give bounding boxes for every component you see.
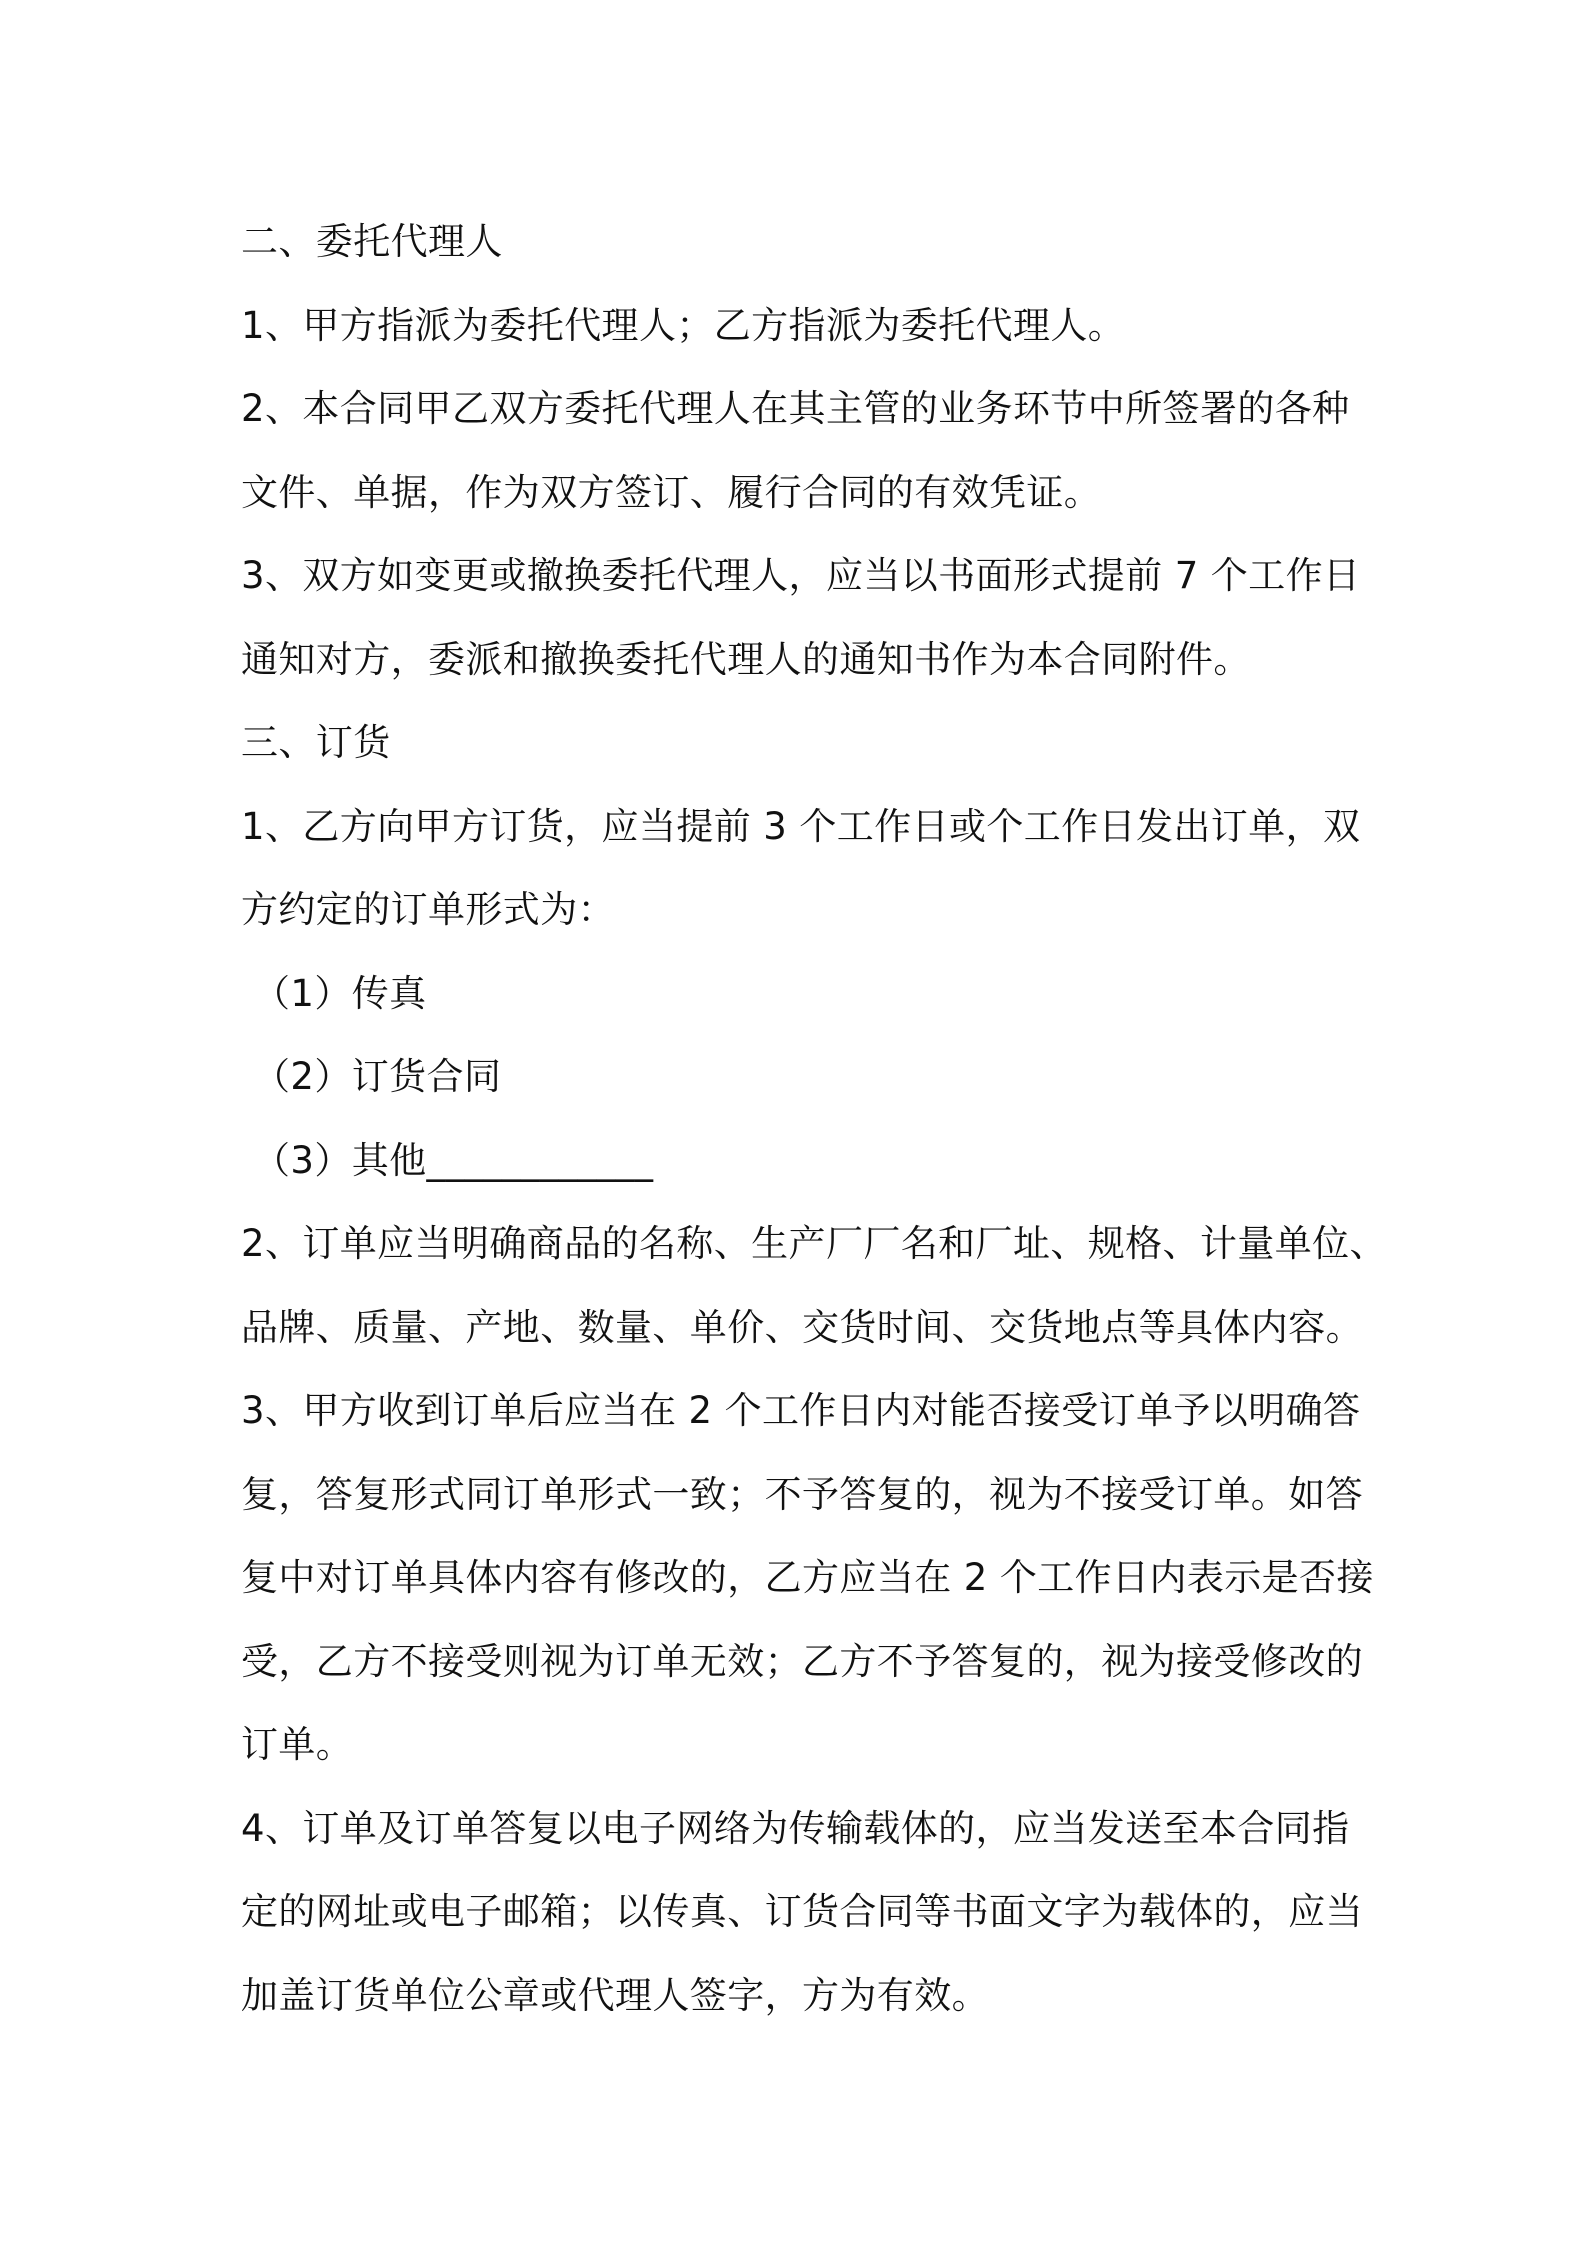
clause-line: 订单。 (241, 1723, 354, 1766)
clause-line: 3、甲方收到订单后应当在 2 个工作日内对能否接受订单予以明确答 (241, 1389, 1361, 1432)
clause-line: 通知对方，委派和撤换委托代理人的通知书作为本合同附件。 (241, 637, 1251, 681)
clause-line: 1、甲方指派为委托代理人；乙方指派为委托代理人。 (241, 303, 1126, 347)
list-item: （1）传真 (253, 971, 427, 1015)
clause-line: 4、订单及订单答复以电子网络为传输载体的，应当发送至本合同指 (241, 1806, 1350, 1850)
clause-line: 加盖订货单位公章或代理人签字，方为有效。 (241, 1973, 989, 2017)
clause-line: 1、乙方向甲方订货，应当提前 3 个工作日或个工作日发出订单，双 (241, 804, 1361, 848)
clause-line: 复，答复形式同订单形式一致；不予答复的，视为不接受订单。如答 (241, 1472, 1363, 1516)
clause-line: 品牌、质量、产地、数量、单价、交货时间、交货地点等具体内容。 (241, 1305, 1363, 1349)
clause-line: 受，乙方不接受则视为订单无效；乙方不予答复的，视为接受修改的 (241, 1639, 1363, 1683)
clause-line: 3、双方如变更或撤换委托代理人，应当以书面形式提前 7 个工作日 (241, 554, 1361, 597)
clause-line: 文件、单据，作为双方签订、履行合同的有效凭证。 (241, 470, 1102, 514)
clause-line: 定的网址或电子邮箱；以传真、订货合同等书面文字为载体的，应当 (241, 1890, 1363, 1933)
document-body (241, 200, 1387, 2037)
clause-line: 2、订单应当明确商品的名称、生产厂厂名和厂址、规格、计量单位、 (241, 1222, 1387, 1265)
clause-line: 方约定的订单形式为： (241, 888, 615, 931)
section-heading: 三、订货 (241, 721, 391, 764)
clause-line: 2、本合同甲乙双方委托代理人在其主管的业务环节中所签署的各种 (241, 387, 1350, 430)
list-item: （2）订货合同 (253, 1055, 502, 1098)
section-heading: 二、委托代理人 (241, 220, 503, 263)
clause-line: 复中对订单具体内容有修改的，乙方应当在 2 个工作日内表示是否接 (241, 1556, 1374, 1599)
list-item: （3）其他____________ (253, 1138, 654, 1182)
